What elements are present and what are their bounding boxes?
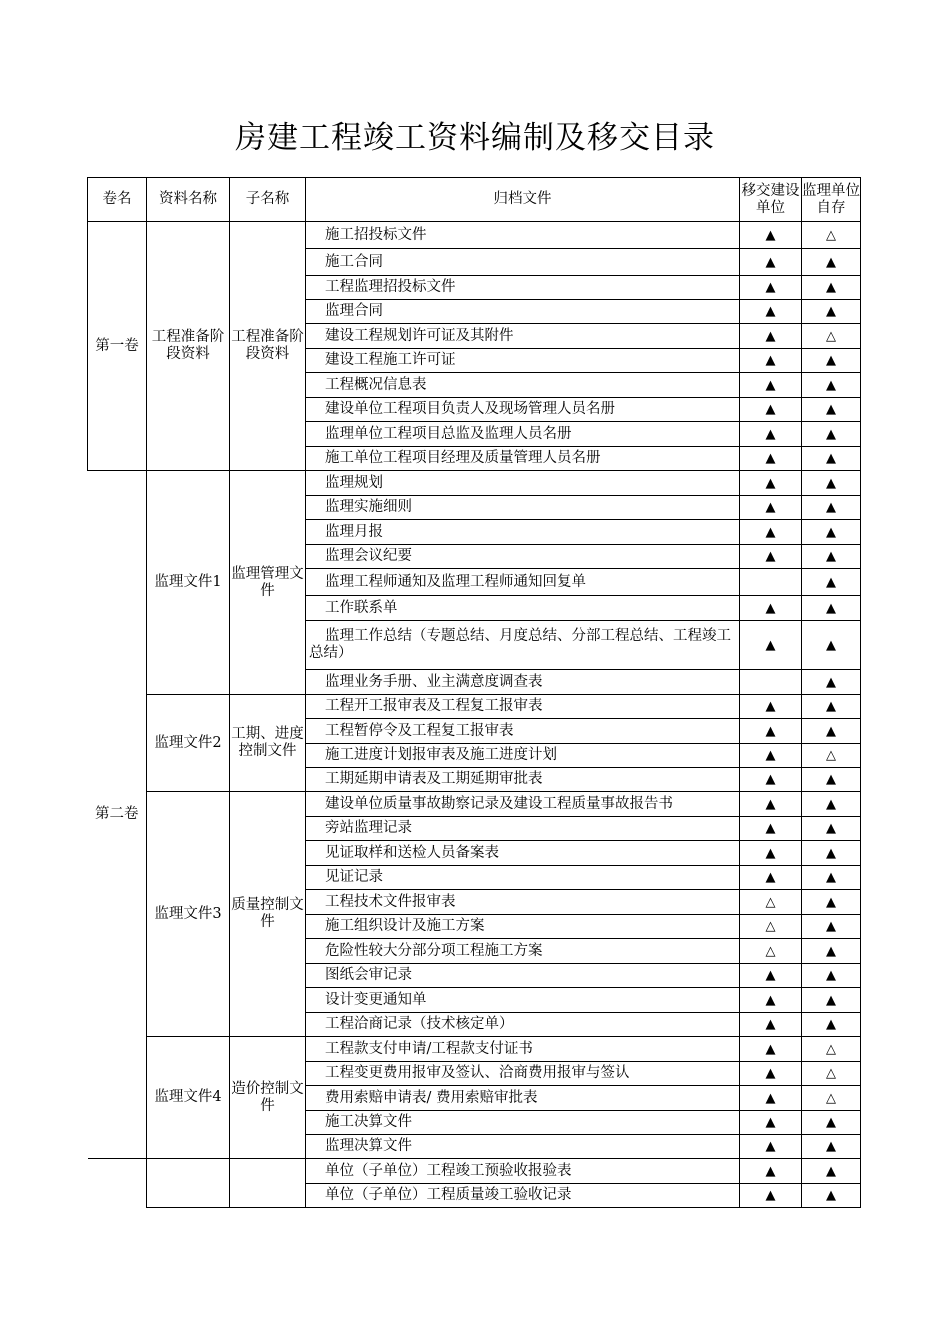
group-2-sub: 监理管理文件 — [230, 471, 306, 695]
mark-transfer — [740, 569, 802, 596]
mark-keep: ▲ — [802, 915, 861, 939]
mark-keep: ▲ — [802, 792, 861, 817]
archive-doc: 监理规划 — [306, 471, 740, 496]
group-6-name — [147, 1159, 230, 1208]
group-3-sub: 工期、进度控制文件 — [230, 695, 306, 792]
mark-transfer: ▲ — [740, 324, 802, 349]
archive-doc: 监理会议纪要 — [306, 545, 740, 569]
archive-doc: 图纸会审记录 — [306, 964, 740, 988]
mark-keep: ▲ — [802, 545, 861, 569]
archive-doc: 监理合同 — [306, 300, 740, 324]
archive-doc: 施工决算文件 — [306, 1111, 740, 1135]
mark-keep: ▲ — [802, 1135, 861, 1159]
mark-keep: ▲ — [802, 817, 861, 841]
archive-doc: 施工招投标文件 — [306, 222, 740, 249]
mark-keep: ▲ — [802, 398, 861, 422]
mark-keep: △ — [802, 1062, 861, 1086]
mark-transfer: ▲ — [740, 222, 802, 249]
mark-transfer: △ — [740, 939, 802, 964]
table-row — [88, 1037, 861, 1062]
mark-keep: ▲ — [802, 569, 861, 596]
mark-keep: ▲ — [802, 520, 861, 545]
mark-transfer: ▲ — [740, 744, 802, 768]
table-row — [88, 471, 861, 496]
mark-transfer: ▲ — [740, 496, 802, 520]
mark-transfer: ▲ — [740, 1135, 802, 1159]
archive-doc: 见证取样和送检人员备案表 — [306, 841, 740, 866]
mark-keep: ▲ — [802, 621, 861, 670]
mark-transfer: ▲ — [740, 1159, 802, 1184]
archive-doc: 监理月报 — [306, 520, 740, 545]
mark-transfer: ▲ — [740, 276, 802, 300]
mark-transfer: ▲ — [740, 471, 802, 496]
archive-doc: 设计变更通知单 — [306, 988, 740, 1013]
archive-doc: 监理单位工程项目总监及监理人员名册 — [306, 422, 740, 447]
mark-keep: ▲ — [802, 447, 861, 471]
mark-keep: ▲ — [802, 1111, 861, 1135]
group-1-name: 工程准备阶段资料 — [147, 222, 230, 471]
mark-keep: ▲ — [802, 695, 861, 719]
archive-doc: 工程开工报审表及工程复工报审表 — [306, 695, 740, 719]
mark-keep: ▲ — [802, 939, 861, 964]
volume-1: 第一卷 — [88, 222, 147, 471]
volume-3-partial — [88, 1159, 147, 1208]
mark-transfer: ▲ — [740, 596, 802, 621]
mark-keep: ▲ — [802, 841, 861, 866]
mark-transfer: ▲ — [740, 398, 802, 422]
mark-keep: ▲ — [802, 373, 861, 398]
mark-keep: ▲ — [802, 1159, 861, 1184]
archive-doc: 旁站监理记录 — [306, 817, 740, 841]
group-4-sub: 质量控制文件 — [230, 792, 306, 1037]
mark-transfer: ▲ — [740, 988, 802, 1013]
archive-doc: 建设工程施工许可证 — [306, 349, 740, 373]
table-row — [88, 792, 861, 817]
mark-keep: ▲ — [802, 670, 861, 695]
mark-transfer: ▲ — [740, 841, 802, 866]
archive-doc: 建设单位工程项目负责人及现场管理人员名册 — [306, 398, 740, 422]
mark-transfer: ▲ — [740, 1111, 802, 1135]
mark-transfer: ▲ — [740, 1086, 802, 1111]
mark-transfer: ▲ — [740, 621, 802, 670]
archive-doc: 建设单位质量事故勘察记录及建设工程质量事故报告书 — [306, 792, 740, 817]
mark-keep: △ — [802, 1086, 861, 1111]
mark-transfer: ▲ — [740, 1062, 802, 1086]
archive-doc: 工作联系单 — [306, 596, 740, 621]
archive-doc: 工程款支付申请/工程款支付证书 — [306, 1037, 740, 1062]
archive-doc: 工程技术文件报审表 — [306, 890, 740, 915]
mark-keep: △ — [802, 744, 861, 768]
page-title: 房建工程竣工资料编制及移交目录 — [235, 120, 715, 156]
mark-transfer — [740, 670, 802, 695]
archive-doc: 单位（子单位）工程竣工预验收报验表 — [306, 1159, 740, 1184]
header-yijiao: 移交建设单位 — [740, 178, 802, 222]
group-1-sub: 工程准备阶段资料 — [230, 222, 306, 471]
mark-keep: △ — [802, 324, 861, 349]
archive-doc: 施工进度计划报审表及施工进度计划 — [306, 744, 740, 768]
archive-doc: 监理决算文件 — [306, 1135, 740, 1159]
archive-doc: 危险性较大分部分项工程施工方案 — [306, 939, 740, 964]
mark-transfer: ▲ — [740, 695, 802, 719]
mark-keep: ▲ — [802, 890, 861, 915]
table-row — [88, 1159, 861, 1184]
archive-doc: 工期延期申请表及工期延期审批表 — [306, 768, 740, 792]
mark-keep: ▲ — [802, 988, 861, 1013]
group-6-sub — [230, 1159, 306, 1208]
mark-transfer: ▲ — [740, 817, 802, 841]
mark-transfer: ▲ — [740, 768, 802, 792]
mark-keep: ▲ — [802, 496, 861, 520]
archive-doc: 监理工程师通知及监理工程师通知回复单 — [306, 569, 740, 596]
archive-doc: 建设工程规划许可证及其附件 — [306, 324, 740, 349]
mark-transfer: ▲ — [740, 1037, 802, 1062]
group-3-name: 监理文件2 — [147, 695, 230, 792]
mark-transfer: ▲ — [740, 1013, 802, 1037]
archive-doc: 单位（子单位）工程质量竣工验收记录 — [306, 1184, 740, 1208]
mark-transfer: ▲ — [740, 447, 802, 471]
mark-transfer: ▲ — [740, 249, 802, 276]
mark-keep: ▲ — [802, 249, 861, 276]
archive-doc: 监理工作总结（专题总结、月度总结、分部工程总结、工程竣工总结） — [306, 621, 740, 670]
mark-keep: ▲ — [802, 866, 861, 890]
table-row — [88, 695, 861, 719]
archive-doc: 费用索赔申请表/ 费用索赔审批表 — [306, 1086, 740, 1111]
header-ziliao: 资料名称 — [147, 178, 230, 222]
mark-transfer: ▲ — [740, 520, 802, 545]
group-5-sub: 造价控制文件 — [230, 1037, 306, 1159]
header-juan: 卷名 — [88, 178, 147, 222]
mark-transfer: ▲ — [740, 866, 802, 890]
mark-transfer: ▲ — [740, 300, 802, 324]
mark-keep: ▲ — [802, 276, 861, 300]
group-5-name: 监理文件4 — [147, 1037, 230, 1159]
archive-doc: 施工组织设计及施工方案 — [306, 915, 740, 939]
mark-transfer: ▲ — [740, 792, 802, 817]
mark-keep: ▲ — [802, 349, 861, 373]
header-zimingcheng: 子名称 — [230, 178, 306, 222]
archive-doc: 施工合同 — [306, 249, 740, 276]
mark-transfer: ▲ — [740, 373, 802, 398]
mark-transfer: ▲ — [740, 964, 802, 988]
group-4-name: 监理文件3 — [147, 792, 230, 1037]
mark-transfer: △ — [740, 915, 802, 939]
group-2-name: 监理文件1 — [147, 471, 230, 695]
mark-keep: ▲ — [802, 300, 861, 324]
mark-transfer: ▲ — [740, 719, 802, 744]
archive-doc: 工程变更费用报审及签认、洽商费用报审与签认 — [306, 1062, 740, 1086]
mark-keep: ▲ — [802, 1184, 861, 1208]
mark-keep: ▲ — [802, 471, 861, 496]
volume-2: 第二卷 — [88, 471, 147, 1159]
archive-doc: 工程暂停令及工程复工报审表 — [306, 719, 740, 744]
header-guidang: 归档文件 — [306, 178, 740, 222]
archive-doc: 工程概况信息表 — [306, 373, 740, 398]
mark-transfer: ▲ — [740, 1184, 802, 1208]
mark-keep: ▲ — [802, 422, 861, 447]
mark-transfer: ▲ — [740, 422, 802, 447]
mark-keep: △ — [802, 222, 861, 249]
mark-transfer: ▲ — [740, 545, 802, 569]
table-row — [88, 222, 861, 249]
archive-doc: 见证记录 — [306, 866, 740, 890]
archive-doc: 施工单位工程项目经理及质量管理人员名册 — [306, 447, 740, 471]
header-zicun: 监理单位自存 — [802, 178, 861, 222]
mark-keep: ▲ — [802, 768, 861, 792]
mark-transfer: △ — [740, 890, 802, 915]
mark-transfer: ▲ — [740, 349, 802, 373]
mark-keep: ▲ — [802, 719, 861, 744]
mark-keep: ▲ — [802, 964, 861, 988]
mark-keep: ▲ — [802, 596, 861, 621]
mark-keep: ▲ — [802, 1013, 861, 1037]
catalog-table — [87, 177, 861, 1208]
archive-doc: 监理实施细则 — [306, 496, 740, 520]
archive-doc: 工程洽商记录（技术核定单） — [306, 1013, 740, 1037]
table-header — [88, 178, 861, 222]
archive-doc: 工程监理招投标文件 — [306, 276, 740, 300]
mark-keep: △ — [802, 1037, 861, 1062]
archive-doc: 监理业务手册、业主满意度调查表 — [306, 670, 740, 695]
